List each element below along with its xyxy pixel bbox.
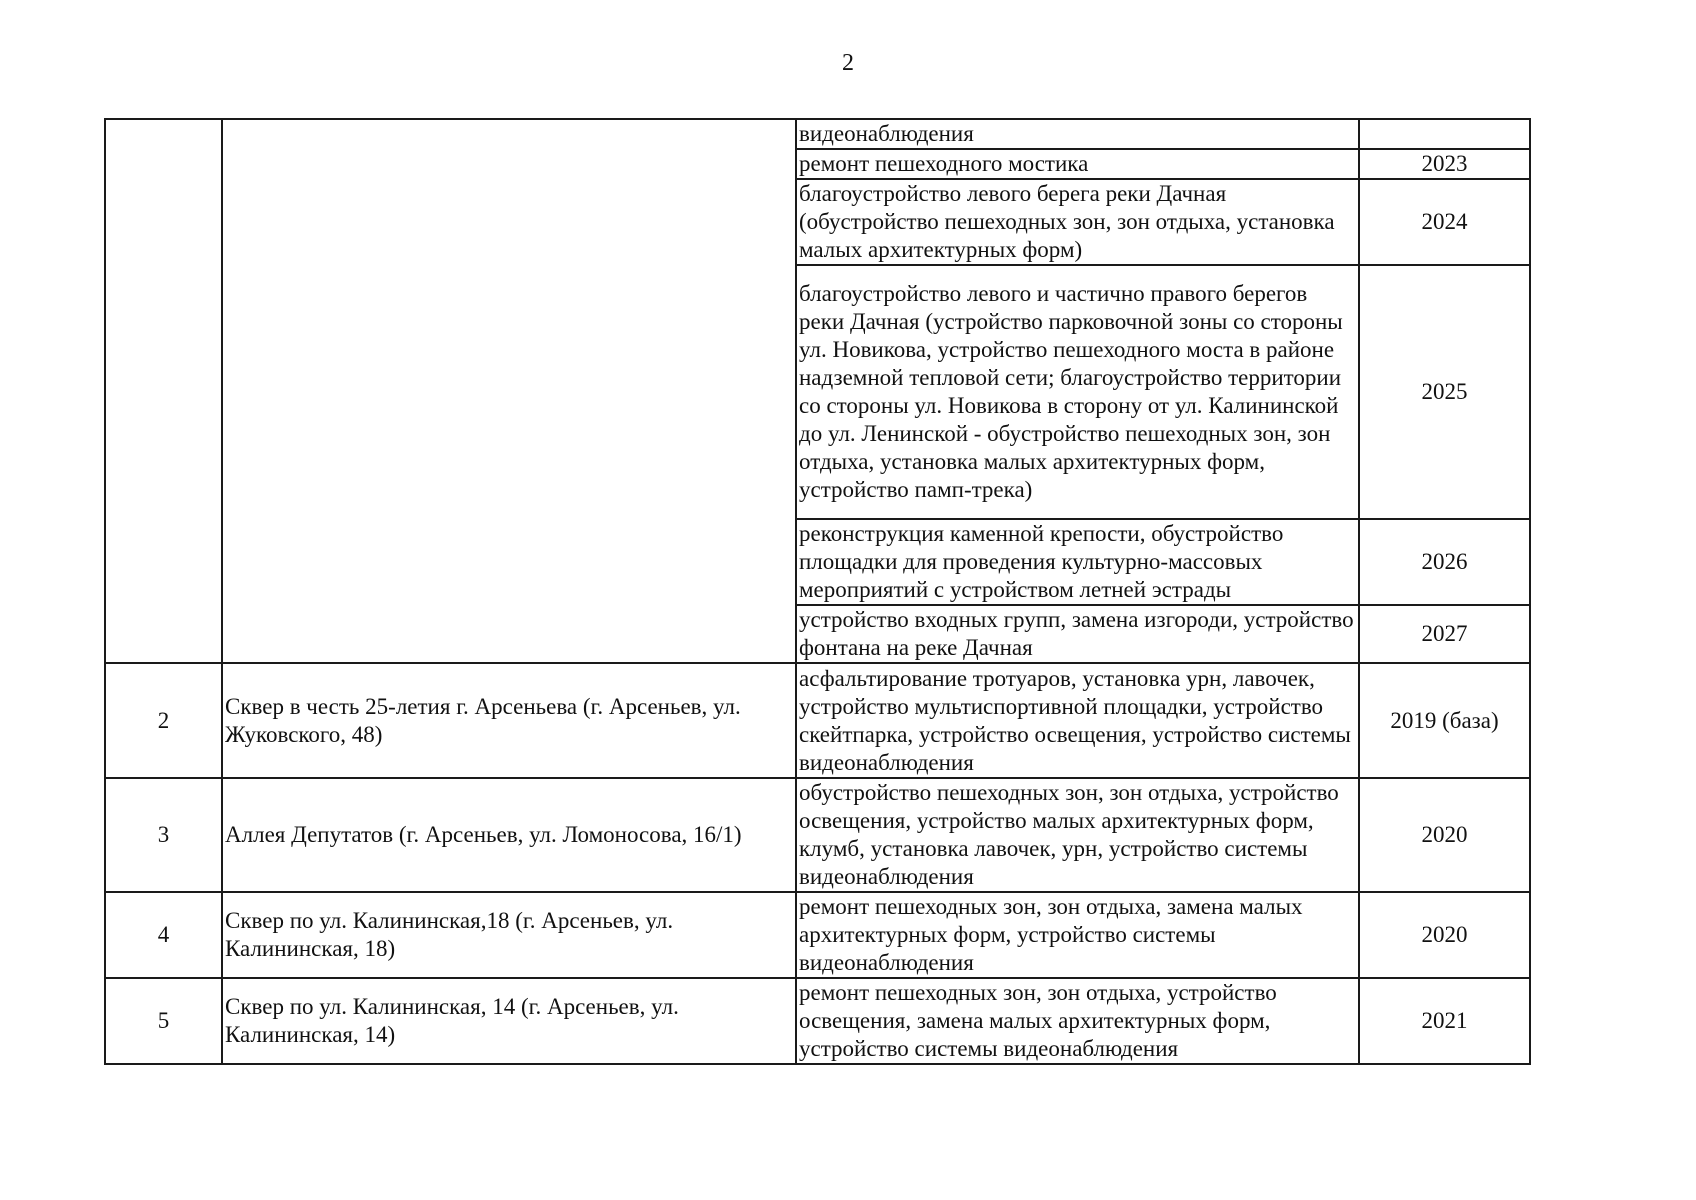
object-cell: Сквер по ул. Калининская,18 (г. Арсеньев, ул. Калининская, 18)	[222, 892, 796, 978]
number-cell: 4	[105, 892, 222, 978]
year-cell: 2020	[1359, 892, 1530, 978]
table-row	[105, 978, 1530, 1064]
number-cell: 2	[105, 663, 222, 778]
object-cell: Сквер по ул. Калининская, 14 (г. Арсеньев, ул. Калининская, 14)	[222, 978, 796, 1064]
year-cell	[1359, 119, 1530, 149]
year-cell: 2024	[1359, 179, 1530, 265]
number-cell: 5	[105, 978, 222, 1064]
year-cell: 2025	[1359, 265, 1530, 519]
number-cell	[105, 119, 222, 663]
object-cell: Аллея Депутатов (г. Арсеньев, ул. Ломоносова, 16/1)	[222, 778, 796, 892]
year-cell: 2023	[1359, 149, 1530, 179]
work-cell: благоустройство левого и частично правого берегов реки Дачная (устройство парковочной зоны со стороны ул. Новикова, устройство пешеходного моста в районе надземной тепловой сети; благоустройство территории со стороны ул. Новикова в сторону от ул. Калининской до ул. Ленинской - обустройство пешеходных зон, зон отдыха, установка малых архитектурных форм, устройство памп-трека)	[796, 265, 1359, 519]
work-cell: асфальтирование тротуаров, установка урн, лавочек, устройство мультиспортивной площадки, устройство скейтпарка, устройство освещения, устройство системы видеонаблюдения	[796, 663, 1359, 778]
table-row	[105, 778, 1530, 892]
object-cell: Сквер в честь 25-летия г. Арсеньева (г. Арсеньев, ул. Жуковского, 48)	[222, 663, 796, 778]
work-cell: ремонт пешеходных зон, зон отдыха, устройство освещения, замена малых архитектурных форм, устройство системы видеонаблюдения	[796, 978, 1359, 1064]
table-row	[105, 892, 1530, 978]
object-cell	[222, 119, 796, 663]
number-cell: 3	[105, 778, 222, 892]
year-cell: 2026	[1359, 519, 1530, 605]
work-cell: обустройство пешеходных зон, зон отдыха, устройство освещения, устройство малых архитектурных форм, клумб, установка лавочек, урн, устройство системы видеонаблюдения	[796, 778, 1359, 892]
work-cell: устройство входных групп, замена изгороди, устройство фонтана на реке Дачная	[796, 605, 1359, 663]
work-cell: видеонаблюдения	[796, 119, 1359, 149]
table-row	[105, 663, 1530, 778]
year-cell: 2020	[1359, 778, 1530, 892]
work-cell: ремонт пешеходных зон, зон отдыха, замена малых архитектурных форм, устройство системы видеонаблюдения	[796, 892, 1359, 978]
work-cell: ремонт пешеходного мостика	[796, 149, 1359, 179]
table-row	[105, 119, 1530, 149]
work-cell: благоустройство левого берега реки Дачная (обустройство пешеходных зон, зон отдыха, установка малых архитектурных форм)	[796, 179, 1359, 265]
page-number: 2	[842, 50, 854, 76]
work-cell: реконструкция каменной крепости, обустройство площадки для проведения культурно-массовых мероприятий с устройством летней эстрады	[796, 519, 1359, 605]
year-cell: 2027	[1359, 605, 1530, 663]
works-table	[104, 118, 1531, 1065]
year-cell: 2021	[1359, 978, 1530, 1064]
year-cell: 2019 (база)	[1359, 663, 1530, 778]
